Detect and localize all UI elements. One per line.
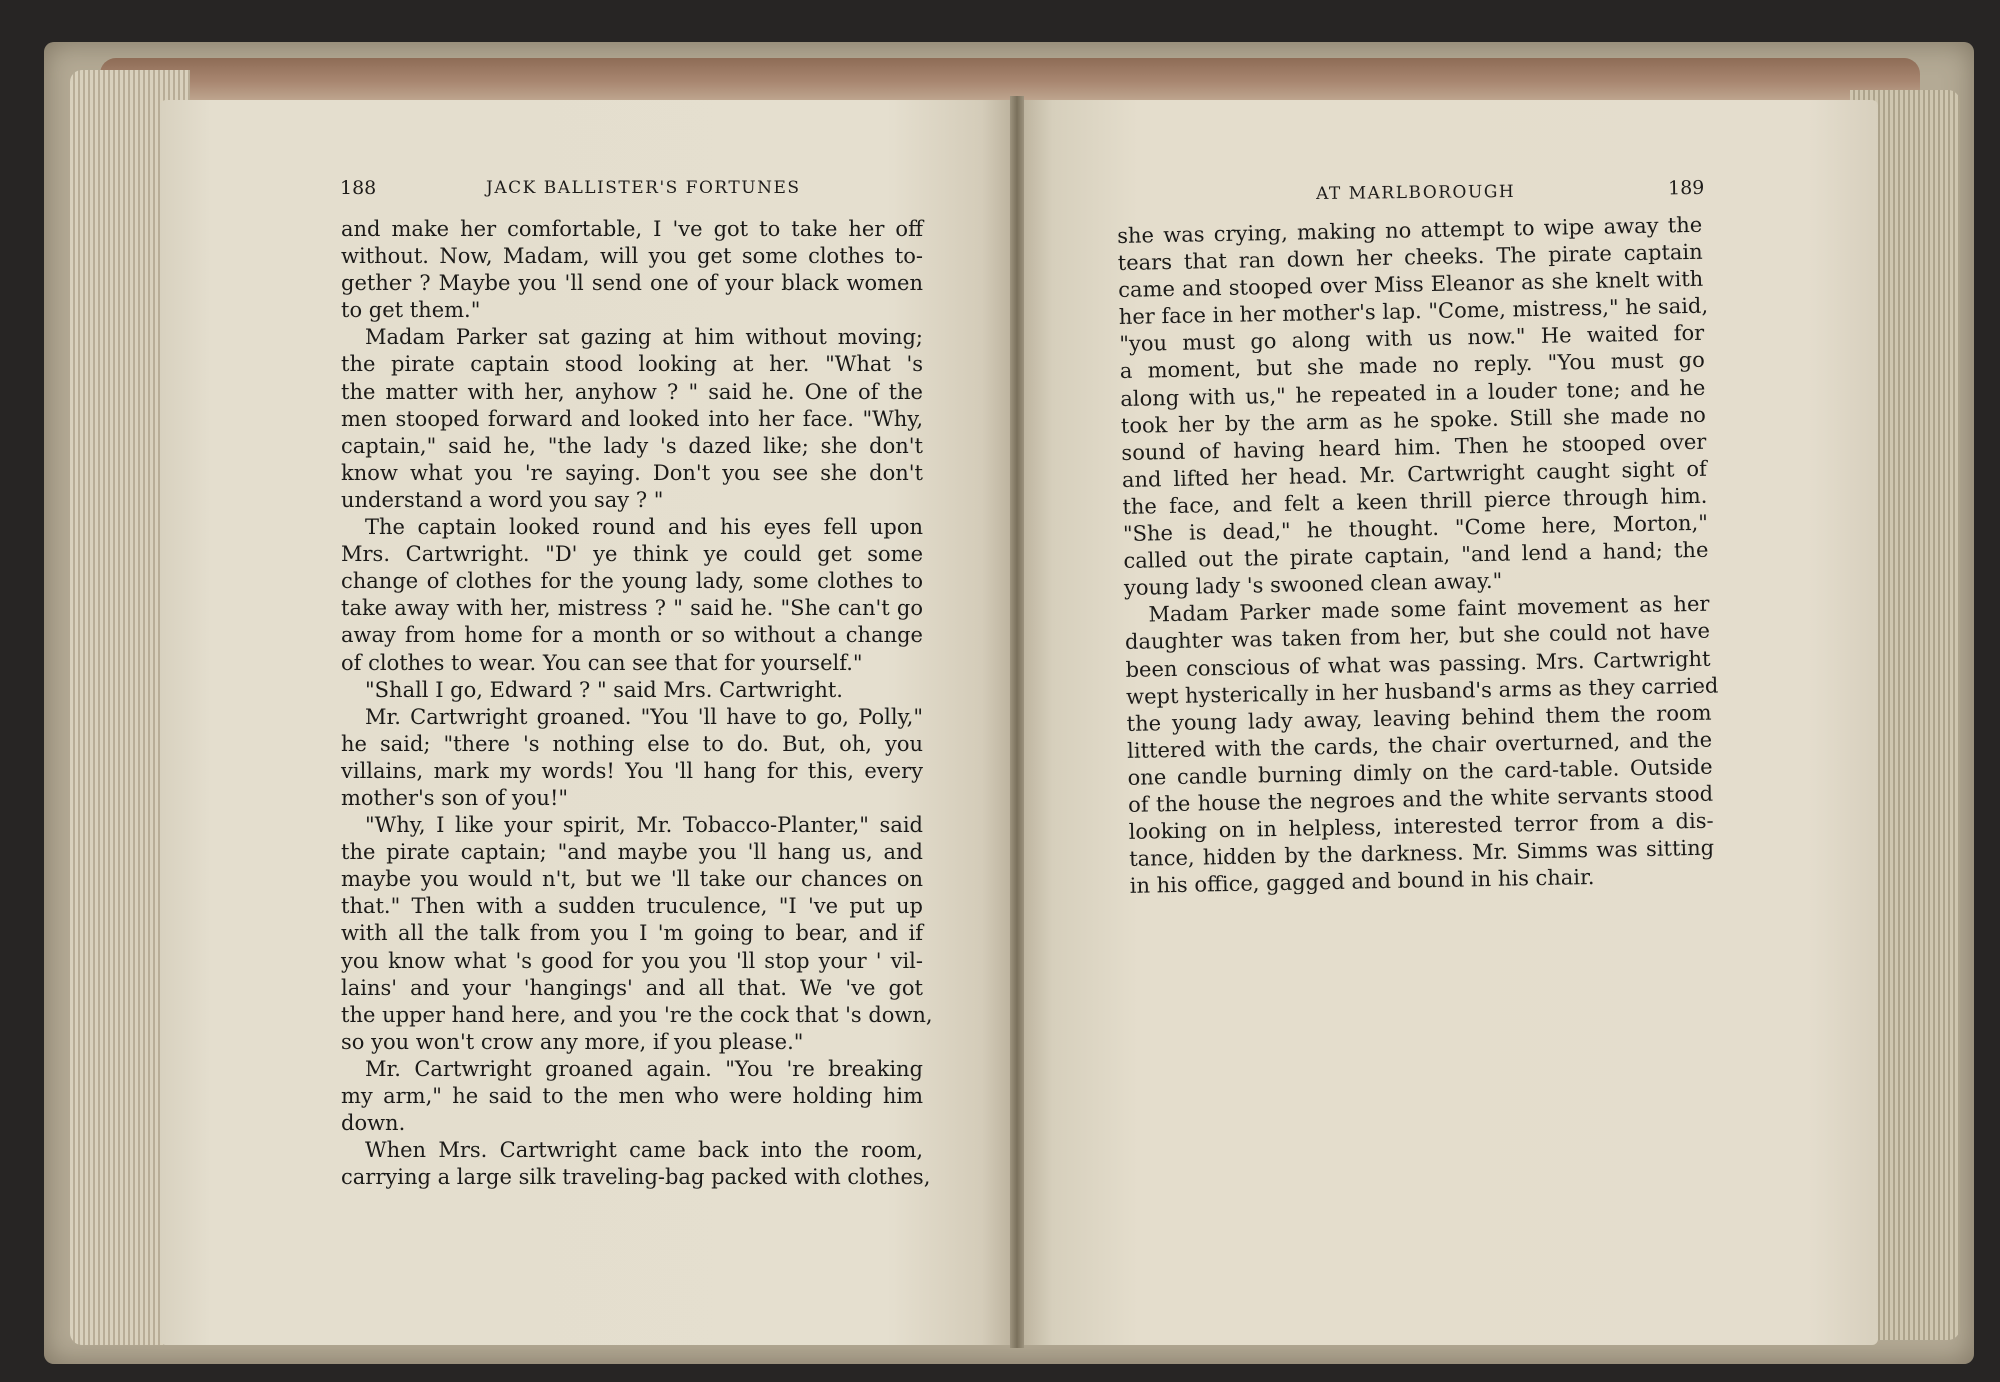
text-line: took her by the arm as he spoke. Still she made no [1120,402,1707,438]
text-line: sound of having heard him. Then he stooped over [1121,429,1707,465]
text-line: daughter was taken from her, but she could not have [1124,619,1711,655]
text-line: in his office, gagged and bound in his chair. [1129,865,1595,899]
text-line: that." Then with a sudden truculence, "I 've put up [341,894,923,919]
text-line: take away with her, mistress ? " said he. "She can't go [341,596,923,621]
text-line: the pirate captain; "and maybe you 'll hang us, and [341,840,923,865]
text-line: of the house the negroes and the white servants stood [1127,781,1714,817]
text-line: along with us," he repeated in a louder tone; and he [1120,375,1706,411]
text-line: the upper hand here, and you 're the cock that 's down, [341,1002,933,1027]
text-line: Madam Parker made some faint movement as her [1148,592,1710,627]
text-line: young lady 's swooned clean away." [1123,568,1503,601]
text-line: and make her comfortable, I 've got to take her off [341,217,923,241]
text-line: came and stooped over Miss Eleanor as she knelt with [1118,266,1704,303]
text-line: her face in her mother's lap. "Come, mistress," he said, [1118,293,1709,330]
text-line: change of clothes for the young lady, some clothes to [341,569,923,594]
text-line: When Mrs. Cartwright came back into the room, [365,1138,923,1163]
text-line: Mr. Cartwright groaned again. "You 're breaking [365,1056,923,1081]
text-line: and lifted her head. Mr. Cartwright caught sight of [1121,456,1708,492]
text-line: villains, mark my words! You 'll hang for this, every [341,758,923,783]
text-line: "Why, I like your spirit, Mr. Tobacco-Planter," said [365,813,923,838]
text-line: away from home for a month or so without a change [341,623,923,648]
text-line: "you must go along with us now." He waited for [1119,321,1705,357]
text-line: Mrs. Cartwright. "D' ye think ye could get some [341,542,923,567]
text-line: tance, hidden by the darkness. Mr. Simms was sitting [1128,835,1715,872]
text-line: The captain looked round and his eyes fell upon [365,515,923,540]
text-line: to get them." [341,298,481,323]
text-line: understand a word you say ? " [341,487,664,512]
text-line: he said; "there 's nothing else to do. But, oh, you [341,731,923,756]
text-line: mother's son of you!" [341,785,569,810]
text-line: the face, and felt a keen thrill pierce through him. [1122,483,1708,519]
text-line: know what you 're saying. Don't you see she don't [341,460,923,485]
text-line: tears that ran down her cheeks. The pirate captain [1117,239,1703,276]
text-line: of clothes to wear. You can see that for yourself." [341,650,863,675]
text-line: carrying a large silk traveling-bag packed with clothes, [341,1165,931,1190]
right-page-number: 189 [1667,176,1705,200]
text-line: captain," said he, "the lady 's dazed like; she don't [341,433,923,458]
text-line: Mr. Cartwright groaned. "You 'll have to go, Polly," [365,704,923,729]
text-line: gether ? Maybe you 'll send one of your black women [341,271,923,296]
text-line: my arm," he said to the men who were holding him [341,1084,923,1108]
text-line: men stooped forward and looked into her face. "Why, [341,406,923,431]
left-page-text [341,216,933,1191]
left-running-head: JACK BALLISTER'S FORTUNES [486,178,801,198]
text-line: the matter with her, anyhow ? " said he. One of the [341,379,923,404]
text-line: "Shall I go, Edward ? " said Mrs. Cartwright. [365,677,843,702]
right-running-head: AT MARLBOROUGH [1316,181,1516,204]
text-line: Madam Parker sat gazing at him without moving; [365,325,923,350]
text-line: she was crying, making no attempt to wipe away the [1117,212,1703,248]
book-gutter [1010,96,1024,1348]
text-line: been conscious of what was passing. Mrs. Cartwright [1125,646,1711,682]
text-line: lains' and your 'hangings' and all that. We 've got [341,975,923,1000]
text-line: "She is dead," he thought. "Come here, Morton," [1122,510,1709,546]
right-page-text [1117,212,1719,900]
text-line: a moment, but she made no reply. "You must go [1119,348,1705,384]
text-line: with all the talk from you I 'm going to bear, and if [341,921,923,946]
text-line: so you won't crow any more, if you please." [341,1029,804,1054]
text-line: the young lady away, leaving behind them the room [1126,700,1712,736]
text-line: called out the pirate captain, "and lend a hand; the [1123,537,1709,574]
text-line: you know what 's good for you you 'll stop your ' vil- [341,948,923,973]
right-header-row [1316,176,1705,214]
text-line: wept hysterically in her husband's arms as they carried [1125,673,1719,709]
text-line: maybe you would n't, but we 'll take our chances on [341,867,923,892]
text-line: the pirate captain stood looking at her. "What 's [341,352,923,377]
text-line: one candle burning dimly on the card-table. Outside [1127,754,1713,790]
left-page-number: 188 [340,177,377,199]
text-line: without. Now, Madam, will you get some clothes to- [341,244,923,269]
text-line: down. [341,1111,406,1136]
text-line: looking on in helpless, interested terror from a dis- [1128,808,1714,844]
text-line: littered with the cards, the chair overturned, and the [1126,727,1713,763]
